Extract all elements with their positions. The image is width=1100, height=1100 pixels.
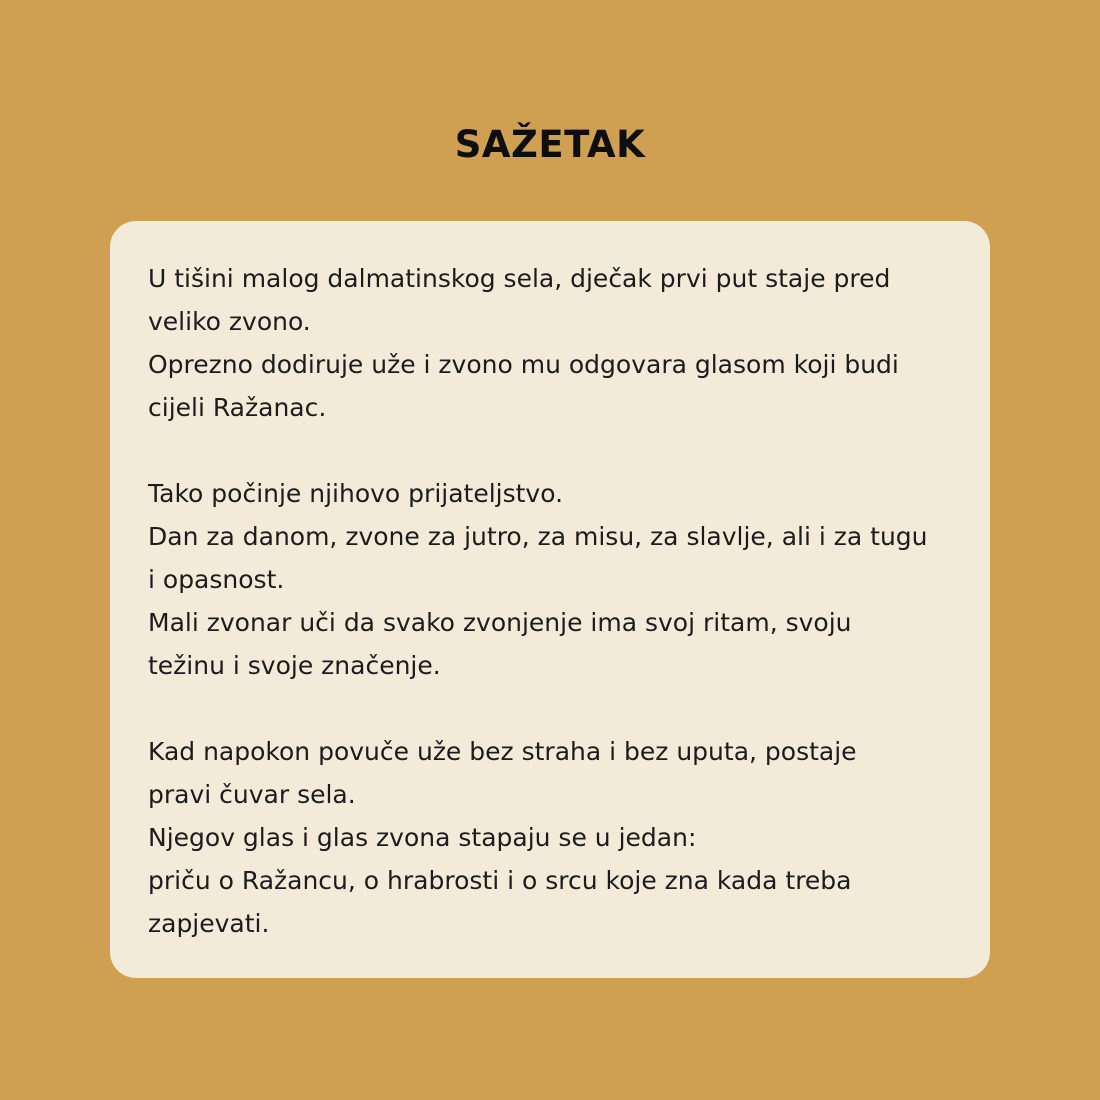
summary-card <box>110 221 990 978</box>
text-line: Njegov glas i glas zvona stapaju se u jedan: <box>148 823 697 852</box>
text-line: težinu i svoje značenje. <box>148 651 441 680</box>
summary-paragraph <box>148 730 950 945</box>
text-line: i opasnost. <box>148 565 285 594</box>
text-line: zapjevati. <box>148 909 270 938</box>
text-line: Mali zvonar uči da svako zvonjenje ima svoj ritam, svoju <box>148 608 852 637</box>
text-line: veliko zvono. <box>148 307 311 336</box>
text-line: cijeli Ražanac. <box>148 393 327 422</box>
text-line: pravi čuvar sela. <box>148 780 356 809</box>
text-line: Tako počinje njihovo prijateljstvo. <box>148 479 564 508</box>
text-line: Kad napokon povuče uže bez straha i bez uputa, postaje <box>148 737 857 766</box>
summary-paragraph <box>148 257 950 429</box>
text-line: U tišini malog dalmatinskog sela, dječak prvi put staje pred <box>148 264 891 293</box>
summary-paragraph <box>148 472 950 687</box>
page-title: SAŽETAK <box>454 123 646 166</box>
text-line: Dan za danom, zvone za jutro, za misu, za slavlje, ali i za tugu <box>148 522 928 551</box>
text-line: Oprezno dodiruje uže i zvono mu odgovara glasom koji budi <box>148 350 899 379</box>
text-line: priču o Ražancu, o hrabrosti i o srcu koje zna kada treba <box>148 866 852 895</box>
